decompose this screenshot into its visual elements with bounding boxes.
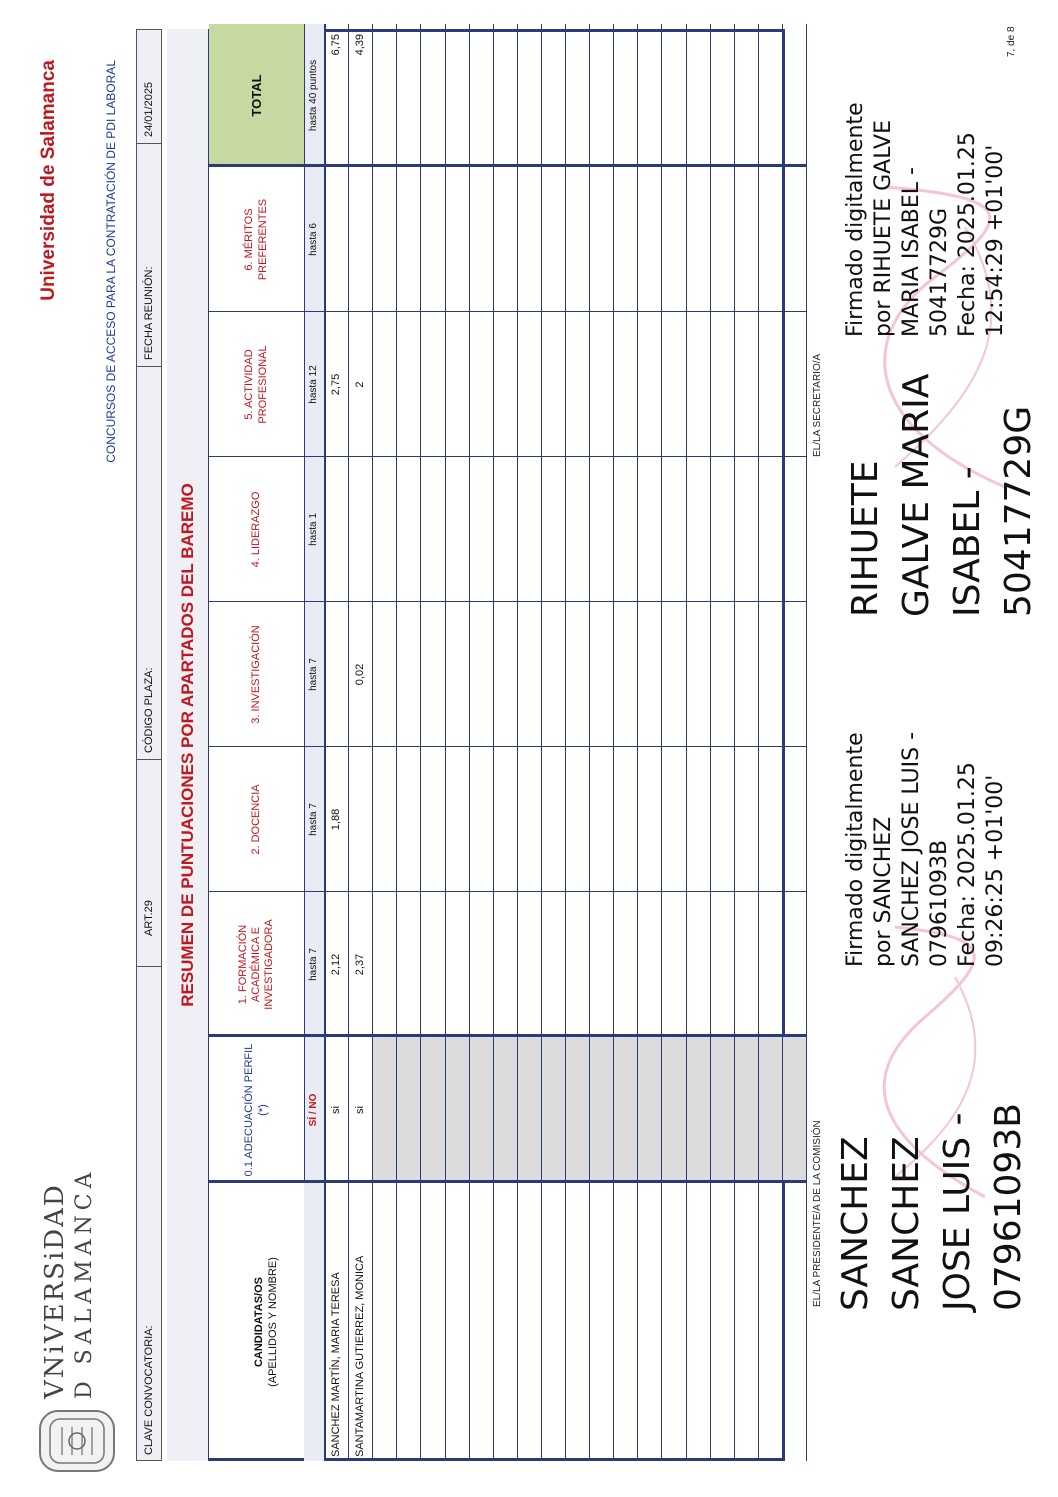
score-cell	[324, 457, 348, 602]
score-cell	[324, 167, 348, 312]
column-header-5: 4. LIDERAZGO	[249, 491, 262, 568]
sig-name-line: SANCHEZ	[886, 1136, 927, 1311]
row-divider	[710, 24, 711, 1461]
logo-word-universidad: VNiVERSiDAD	[40, 1183, 70, 1399]
sig-name-line: ISABEL -	[947, 466, 988, 617]
clave-value: ART.29	[136, 847, 162, 967]
score-cell: 1,88	[330, 808, 342, 831]
column-header-3: 2. DOCENCIA	[249, 784, 262, 855]
secretario-signature-detail	[842, 102, 1010, 337]
sig-detail-line: 12:54:29 +01'00'	[983, 144, 1008, 337]
sig-detail-line: 50417729G	[927, 207, 952, 337]
column-max-2: hasta 7	[308, 948, 319, 981]
score-cell: 2,12	[330, 953, 342, 976]
row-divider	[806, 24, 807, 1461]
sig-detail-line: 07961093B	[927, 839, 952, 967]
row-divider	[541, 24, 542, 1461]
score-cell: 2	[354, 381, 367, 388]
row-divider	[613, 24, 614, 1461]
score-cell: 2,37	[354, 953, 367, 976]
candidates-header-label: CANDIDATAS/OS	[253, 1276, 266, 1368]
score-cell: 0,02	[354, 663, 367, 686]
sig-detail-line: SANCHEZ JOSE LUIS -	[899, 731, 924, 967]
score-cell: si	[354, 1106, 367, 1114]
candidate-name: SANCHEZ MARTÍN, MARIA TERESA	[330, 1272, 342, 1457]
page-number: 7, de 8	[1006, 26, 1017, 57]
sig-name-line: GALVE MARIA	[896, 373, 937, 617]
presidente-signature-name	[830, 1103, 1034, 1311]
codigo-label: CÓDIGO PLAZA:	[136, 640, 162, 760]
sig-name-line: SANCHEZ	[835, 1136, 876, 1311]
secretario-label: EL/LA SECRETARIO/A	[812, 353, 823, 457]
column-max-3: hasta 7	[308, 803, 319, 836]
sig-detail-line: Fecha: 2025.01.25	[955, 762, 980, 967]
candidates-header-sublabel: (APELLIDOS Y NOMBRE)	[266, 1257, 279, 1387]
sig-detail-line: Fecha: 2025.01.25	[955, 132, 980, 337]
score-cell	[324, 602, 348, 747]
presidente-label: EL/LA PRESIDENTE/A DE LA COMISIÓN	[812, 1120, 823, 1307]
column-header-7: 6. MÉRITOS PREFERENTES	[243, 198, 269, 281]
clave-label: CLAVE CONVOCATORIA:	[143, 1325, 155, 1455]
sig-detail-line: Firmado digitalmente	[843, 732, 868, 967]
column-header-4: 3. INVESTIGACIÓN	[249, 625, 262, 724]
score-cell: 4,39	[354, 34, 367, 56]
row-divider	[372, 24, 373, 1461]
row-divider	[420, 24, 421, 1461]
document-subtitle: CONCURSOS DE ACCESO PARA LA CONTRATACIÓN DE PDI LABORAL	[104, 60, 118, 463]
column-header-8: TOTAL	[248, 74, 264, 117]
row-divider	[734, 24, 735, 1461]
sig-detail-line: MARIA ISABEL -	[899, 167, 924, 337]
row-divider	[469, 24, 470, 1461]
row-divider	[758, 24, 759, 1461]
score-cell	[348, 457, 372, 602]
row-divider	[396, 24, 397, 1461]
column-max-7: hasta 6	[308, 223, 319, 256]
column-max-4: hasta 7	[308, 658, 319, 691]
score-cell	[348, 747, 372, 892]
row-divider	[637, 24, 638, 1461]
score-cell: 6,75	[330, 34, 342, 56]
row-divider	[493, 24, 494, 1461]
score-cell: si	[330, 1106, 342, 1114]
score-cell	[348, 167, 372, 312]
institution-name: Universidad de Salamanca	[38, 60, 59, 301]
logo-word-salamanca: D SALAMANCA	[72, 1167, 97, 1399]
row-divider	[661, 24, 662, 1461]
score-cell: 2,75	[330, 373, 342, 396]
row-divider	[782, 24, 783, 1461]
column-header-1: 0.1 ADECUACIÓN PERFIL (*)	[243, 1043, 269, 1177]
column-max-1: SÍ / NO	[308, 1093, 319, 1127]
candidates-column-header	[209, 1183, 324, 1461]
column-header-2: 1. FORMACIÓN ACADÉMICA E INVESTIGADORA	[236, 919, 276, 1010]
codigo-value	[136, 440, 162, 640]
fecha-value: 24/01/2025	[136, 29, 162, 144]
row-divider	[686, 24, 687, 1461]
column-header-6: 5. ACTIVIDAD PROFESIONAL	[243, 345, 269, 424]
row-divider	[565, 24, 566, 1461]
row-divider	[445, 24, 446, 1461]
sig-name-line: 07961093B	[988, 1103, 1029, 1311]
presidente-signature-detail	[842, 732, 1010, 967]
sig-name-line: 50417729G	[998, 405, 1039, 617]
column-max-8: hasta 40 puntos	[308, 59, 319, 132]
secretario-signature-name	[840, 374, 1044, 617]
column-max-5: hasta 1	[308, 513, 319, 546]
candidate-name: SANTAMARTINA GUTIERREZ, MONICA	[354, 1255, 367, 1457]
sig-detail-line: por RIHUETE GALVE	[871, 119, 896, 337]
table-title: RESUMEN DE PUNTUACIONES POR APARTADOS DEL BAREMO	[178, 483, 197, 1007]
university-seal-icon	[36, 1405, 118, 1477]
sig-detail-line: 09:26:25 +01'00'	[983, 774, 1008, 967]
row-divider	[589, 24, 590, 1461]
sig-detail-line: por SANCHEZ	[871, 816, 896, 967]
sig-detail-line: Firmado digitalmente	[843, 102, 868, 337]
sig-name-line: RIHUETE	[845, 460, 886, 617]
sig-name-line: JOSE LUIS -	[937, 1112, 978, 1311]
column-max-6: hasta 12	[308, 365, 319, 404]
fecha-label: FECHA REUNIÓN:	[136, 247, 162, 367]
row-divider	[517, 24, 518, 1461]
